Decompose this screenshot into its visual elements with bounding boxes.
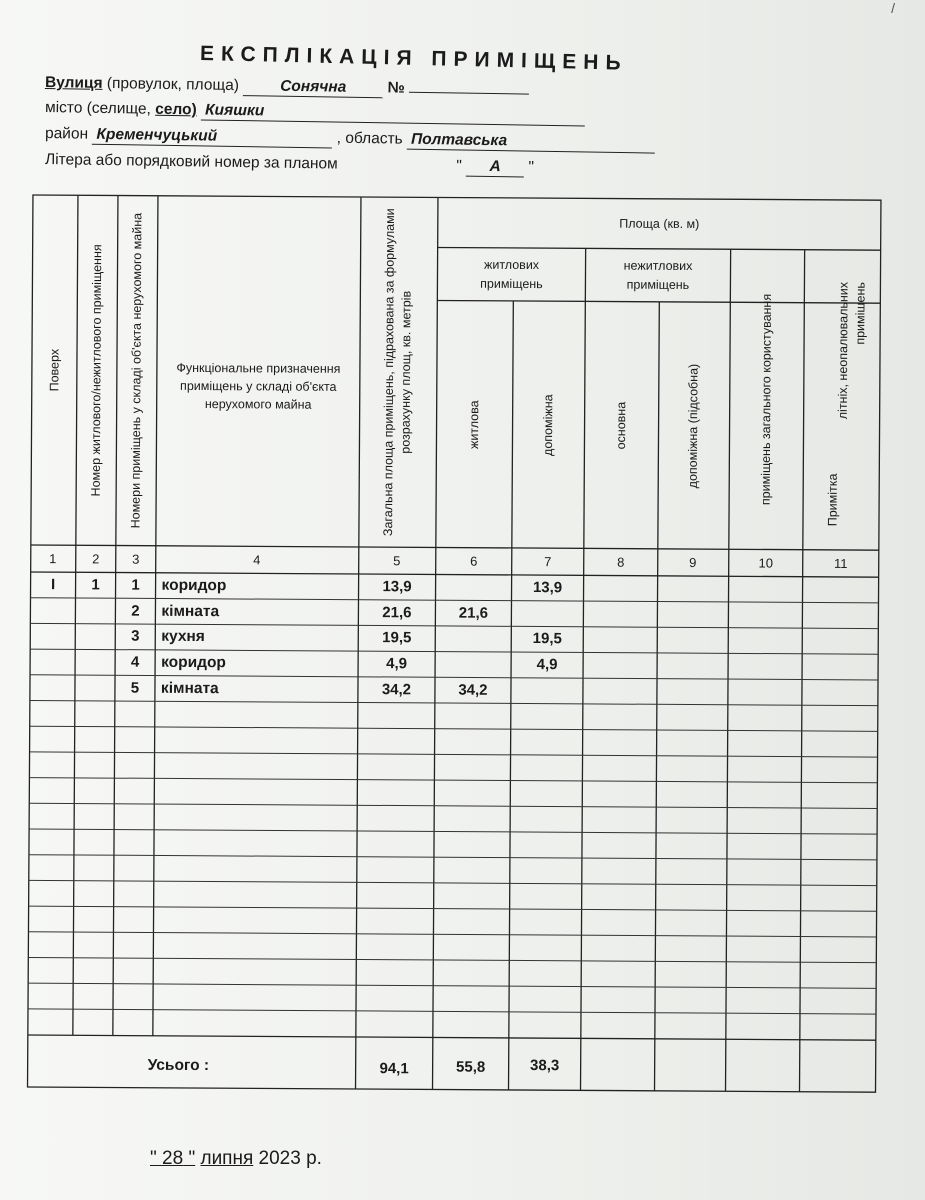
column-number: 6 bbox=[470, 553, 478, 569]
col-header-living: житлова bbox=[466, 400, 482, 450]
col-header-floor: Поверх bbox=[47, 348, 62, 392]
letter-label: Літера або порядковий номер за планом bbox=[44, 151, 338, 173]
cell-total-area: 34,2 bbox=[381, 680, 412, 699]
table-grid-lines bbox=[28, 190, 883, 1095]
cell-function: коридор bbox=[161, 576, 227, 595]
col-header-summer: літніх, неопалювальних приміщень bbox=[835, 281, 868, 420]
city-label: місто (селище, bbox=[44, 99, 152, 118]
cell-floor: І bbox=[50, 576, 56, 594]
street-label: Вулиця bbox=[44, 74, 103, 92]
column-number: 3 bbox=[132, 551, 140, 567]
cell-function: коридор bbox=[161, 653, 226, 672]
col-header-area-group: Площа (кв. м) bbox=[619, 216, 700, 232]
cell-total-area: 19,5 bbox=[382, 629, 412, 647]
cell-auxiliary-area: 13,9 bbox=[532, 579, 563, 597]
cell-auxiliary-area: 4,9 bbox=[536, 656, 558, 674]
explication-table bbox=[28, 190, 883, 1095]
cell-living-area: 34,2 bbox=[458, 681, 488, 699]
cell-room-number: 5 bbox=[130, 679, 140, 697]
column-number: 8 bbox=[617, 554, 625, 570]
column-number: 1 bbox=[49, 551, 57, 567]
street-label-rest: (провулок, площа) bbox=[106, 74, 240, 95]
cell-room-number: 2 bbox=[131, 602, 140, 620]
column-number: 11 bbox=[833, 555, 848, 571]
col-header-note: Примітка bbox=[825, 473, 840, 527]
col-header-common-use: приміщень загального користування bbox=[758, 293, 774, 506]
cell-room-number: 4 bbox=[130, 653, 140, 671]
column-number: 10 bbox=[758, 555, 774, 571]
district-line bbox=[45, 125, 655, 154]
document-title: ЕКСПЛІКАЦІЯ ПРИМІЩЕНЬ bbox=[199, 42, 628, 75]
total-label: Усього : bbox=[147, 1056, 210, 1075]
corner-mark: / bbox=[891, 0, 895, 16]
cell-function: кухня bbox=[161, 628, 205, 646]
letter-line bbox=[45, 151, 534, 178]
cell-premise-number: 1 bbox=[91, 576, 100, 594]
city-line bbox=[45, 99, 585, 126]
total-aux-value: 38,3 bbox=[529, 1057, 560, 1075]
cell-room-number: 1 bbox=[131, 576, 140, 594]
date-month: липня bbox=[200, 1148, 254, 1169]
column-number: 9 bbox=[689, 555, 697, 571]
cell-room-number: 3 bbox=[131, 627, 140, 646]
column-number: 4 bbox=[253, 552, 261, 568]
district-value: Кременчуцький bbox=[92, 126, 332, 149]
total-area-value: 94,1 bbox=[379, 1060, 409, 1078]
col-header-nonresidential-group: нежитлових приміщень bbox=[623, 258, 693, 292]
cell-total-area: 13,9 bbox=[382, 578, 412, 596]
col-header-premise-number: Номер житлового/нежитлового приміщення bbox=[88, 244, 105, 497]
district-label: район bbox=[44, 125, 89, 143]
city-value: Кияшки bbox=[201, 101, 585, 126]
city-type: село) bbox=[155, 100, 197, 119]
cell-function: кімната bbox=[161, 602, 220, 620]
number-label: № bbox=[387, 79, 405, 97]
number-value bbox=[409, 92, 529, 95]
date-year: 2023 р. bbox=[258, 1148, 322, 1169]
col-header-total-area: Загальна площа приміщень, підрахована за формулами розрахунку площ, кв. метрів bbox=[381, 208, 414, 537]
col-header-main: основна bbox=[613, 401, 629, 450]
street-line bbox=[45, 74, 529, 101]
col-header-auxiliary: допоміжна bbox=[540, 394, 556, 456]
quote-close: " bbox=[528, 158, 535, 176]
region-value: Полтавська bbox=[407, 131, 655, 154]
column-number: 5 bbox=[393, 553, 401, 569]
cell-living-area: 21,6 bbox=[458, 604, 489, 622]
quote-open: " bbox=[456, 157, 463, 175]
col-header-function: Функціональне призначення приміщень у складі об'єкта нерухомого майна bbox=[176, 360, 341, 412]
cell-total-area: 4,9 bbox=[386, 655, 408, 673]
col-header-auxiliary-utility: допоміжна (підсобна) bbox=[685, 363, 701, 489]
col-header-residential-group: житлових приміщень bbox=[480, 258, 543, 291]
cell-auxiliary-area: 19,5 bbox=[532, 630, 562, 648]
cell-total-area: 21,6 bbox=[382, 603, 412, 622]
region-label: , область bbox=[336, 129, 403, 148]
document-date: " 28 " липня 2023 р. bbox=[150, 1148, 322, 1169]
column-number: 2 bbox=[92, 551, 100, 567]
letter-value: А bbox=[466, 158, 524, 178]
cell-function: кімната bbox=[160, 679, 219, 697]
total-living-value: 55,8 bbox=[455, 1058, 486, 1076]
street-value: Сонячна bbox=[243, 77, 383, 98]
col-header-room-number: Номери приміщень у складі об'єкта нерухомого майна bbox=[128, 212, 145, 529]
column-number: 7 bbox=[544, 554, 552, 570]
date-day: 28 bbox=[162, 1148, 184, 1169]
